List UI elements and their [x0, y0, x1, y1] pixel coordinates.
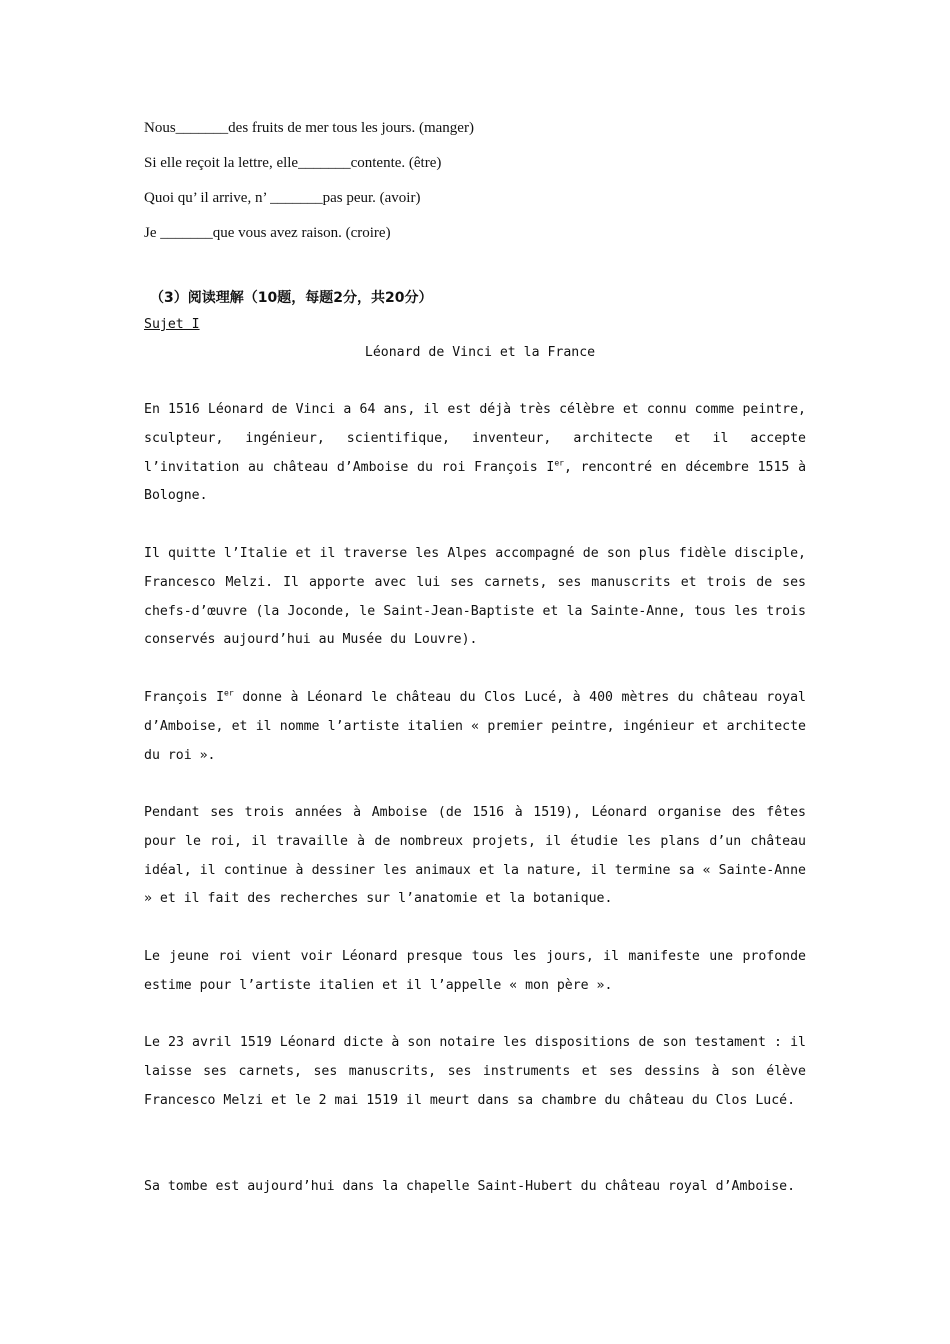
exercise-line-3: Quoi qu’ il arrive, n’ _______pas peur. (avoir) — [144, 190, 421, 206]
paragraph-1 — [144, 396, 806, 511]
superscript-er: er — [224, 688, 234, 698]
paragraph-3 — [144, 684, 806, 770]
paragraph-5: Le jeune roi vient voir Léonard presque tous les jours, il manifeste une profonde estime pour l’artiste italien et il l’appelle « mon père ». — [144, 949, 806, 993]
exercise-line-1: Nous_______des fruits de mer tous les jours. (manger) — [144, 120, 474, 136]
paragraph-1-text-a: En 1516 Léonard de Vinci a 64 ans, il est déjà très célèbre et connu comme peintre, sculpteur, ingénieur, scientifique, inventeur, architecte et il accepte l’invitation au château d’Amboise du roi François I — [144, 402, 806, 475]
article-title: Léonard de Vinci et la France — [364, 345, 596, 360]
superscript-er: er — [554, 458, 564, 468]
paragraph-3-text-a: François I — [144, 690, 225, 705]
section-heading: （3）阅读理解（10题，每题2分，共20分） — [150, 290, 433, 306]
exercise-line-4: Je _______que vous avez raison. (croire) — [144, 225, 391, 241]
paragraph-1-text-b: , rencontré en décembre 1515 à Bologne. — [144, 459, 807, 504]
paragraph-6: Le 23 avril 1519 Léonard dicte à son notaire les dispositions de son testament : il laisse ses carnets, ses manuscrits, ses instruments et ses dessins à son élève Francesco Melzi et le 2 mai 1519 il meurt dans sa chambre du château du Clos Lucé. — [144, 1035, 806, 1108]
paragraph-3-text-b: donne à Léonard le château du Clos Lucé, à 400 mètres du château royal d’Amboise, et il nomme l’artiste italien « premier peintre, ingénieur et architecte du roi ». — [144, 690, 806, 763]
exercise-line-2: Si elle reçoit la lettre, elle_______contente. (être) — [144, 155, 442, 171]
paragraph-4: Pendant ses trois années à Amboise (de 1516 à 1519), Léonard organise des fêtes pour le roi, il travaille à de nombreux projets, il étudie les plans d’un château idéal, il continue à dessiner les animaux et la nature, il termine sa « Sainte-Anne » et il fait des recherches sur l’anatomie et la botanique. — [144, 805, 806, 907]
sujet-label: Sujet I — [144, 317, 200, 332]
paragraph-2: Il quitte l’Italie et il traverse les Alpes accompagné de son plus fidèle disciple, Francesco Melzi. Il apporte avec lui ses carnets, ses manuscrits et trois de ses chefs-d’œuvre (la Joconde, le Saint-Jean-Baptiste et la Sainte-Anne, tous les trois conservés aujourd’hui au Musée du Louvre). — [144, 546, 806, 648]
paragraph-7: Sa tombe est aujourd’hui dans la chapelle Saint-Hubert du château royal d’Amboise. — [144, 1179, 796, 1194]
